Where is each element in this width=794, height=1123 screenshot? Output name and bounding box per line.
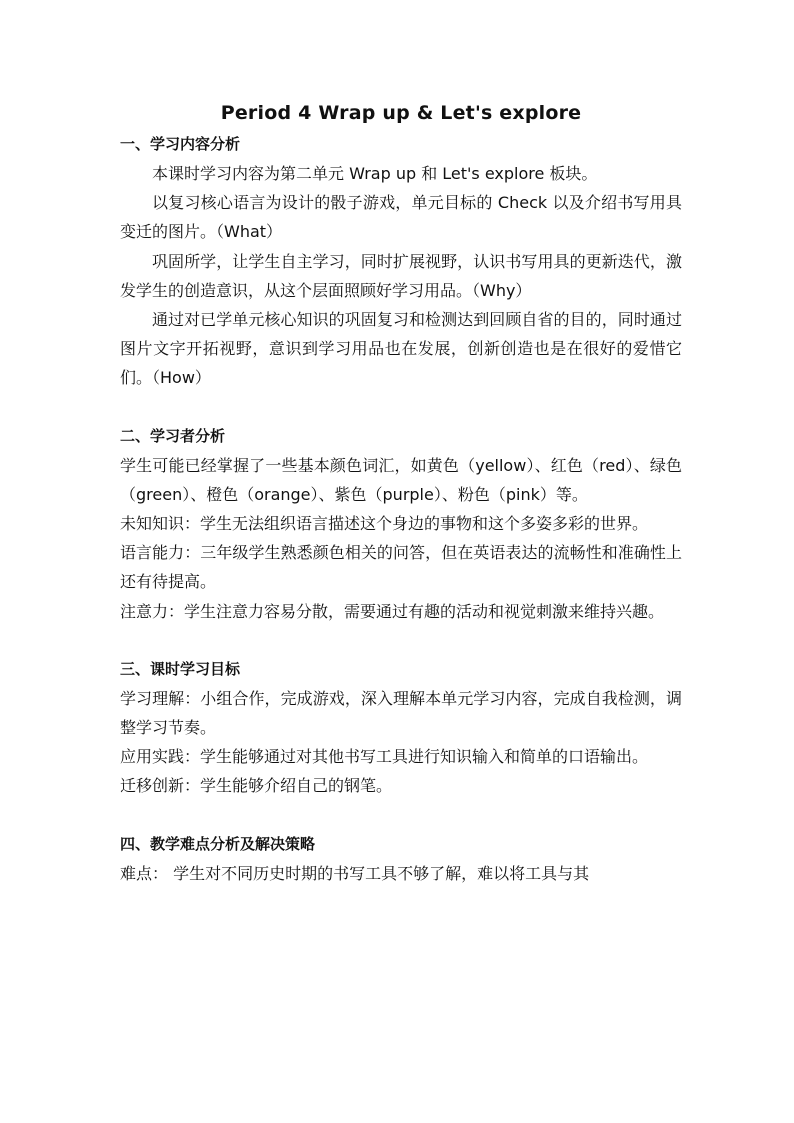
paragraph: 语言能力：三年级学生熟悉颜色相关的问答，但在英语表达的流畅性和准确性上还有待提高。 xyxy=(120,543,682,592)
spacer xyxy=(120,393,682,422)
section-learner-analysis xyxy=(120,422,682,626)
section-heading: 二、学习者分析 xyxy=(120,426,226,445)
section-heading: 三、课时学习目标 xyxy=(120,659,241,678)
paragraph: 通过对已学单元核心知识的巩固复习和检测达到回顾自省的目的，同时通过图片文字开拓视野，意识到学习用品也在发展，创新创造也是在很好的爱惜它们。（How） xyxy=(120,310,682,388)
section-learning-objectives xyxy=(120,655,682,801)
section-heading: 四、教学难点分析及解决策略 xyxy=(120,834,316,853)
section-heading: 一、学习内容分析 xyxy=(120,135,241,153)
document-page xyxy=(120,96,682,888)
paragraph: 难点： 学生对不同历史时期的书写工具不够了解，难以将工具与其 xyxy=(120,863,590,883)
section-content-analysis xyxy=(120,130,682,393)
document-title: Period 4 Wrap up & Let's explore xyxy=(220,102,582,124)
paragraph: 学生可能已经掌握了一些基本颜色词汇，如黄色（yellow）、红色（red）、绿色（green）、橙色（orange）、紫色（purple）、粉色（pink）等。 xyxy=(120,455,682,504)
section-difficulty-analysis xyxy=(120,830,682,888)
paragraph: 注意力：学生注意力容易分散，需要通过有趣的活动和视觉刺激来维持兴趣。 xyxy=(120,601,665,621)
paragraph: 学习理解：小组合作，完成游戏，深入理解本单元学习内容，完成自我检测，调整学习节奏。 xyxy=(120,688,682,738)
paragraph: 未知知识：学生无法组织语言描述这个身边的事物和这个多姿多彩的世界。 xyxy=(120,514,649,534)
paragraph: 本课时学习内容为第二单元 Wrap up 和 Let's explore 板块。 xyxy=(152,164,598,183)
paragraph: 应用实践：学生能够通过对其他书写工具进行知识输入和简单的口语输出。 xyxy=(120,747,649,767)
paragraph: 迁移创新：学生能够介绍自己的钢笔。 xyxy=(120,776,393,796)
spacer xyxy=(120,801,682,830)
paragraph: 以复习核心语言为设计的骰子游戏，单元目标的 Check 以及介绍书写用具变迁的图片。（What） xyxy=(120,193,682,242)
paragraph: 巩固所学，让学生自主学习，同时扩展视野，认识书写用具的更新迭代，激发学生的创造意识，从这个层面照顾好学习用品。（Why） xyxy=(120,251,682,300)
spacer xyxy=(120,626,682,655)
